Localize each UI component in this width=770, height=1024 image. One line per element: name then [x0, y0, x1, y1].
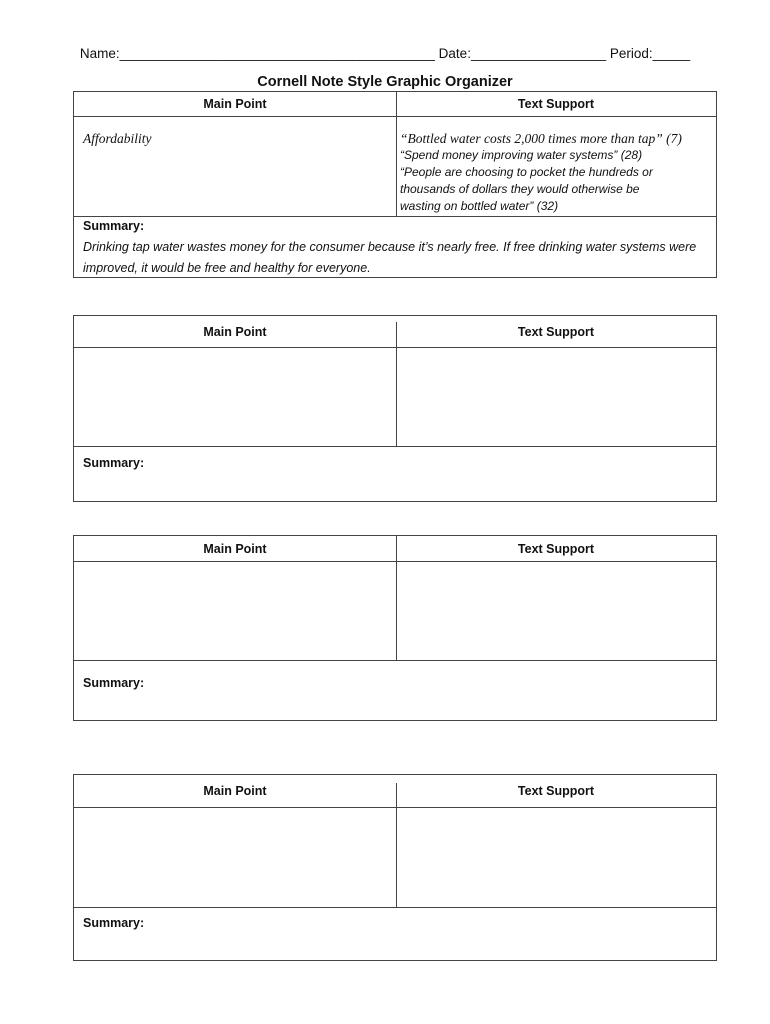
summary-label: Summary:	[83, 676, 145, 690]
summary-section[interactable]	[74, 907, 716, 960]
summary-label: Summary:	[83, 456, 145, 470]
main-point-header: Main Point	[203, 97, 267, 111]
text-support-header: Text Support	[517, 97, 595, 111]
text-support-header: Text Support	[517, 541, 595, 556]
main-point-cell[interactable]	[83, 130, 383, 148]
main-point-header: Main Point	[203, 324, 267, 339]
text-support-line: thousands of dollars they would otherwise be	[400, 182, 640, 196]
main-point-header: Main Point	[203, 784, 267, 798]
text-support-cell[interactable]	[397, 561, 716, 660]
column-divider	[396, 92, 397, 216]
text-support-header: Text Support	[517, 324, 595, 339]
main-point-text: Affordability	[83, 131, 152, 146]
text-support-line: “People are choosing to pocket the hundreds or	[400, 165, 653, 179]
main-point-cell[interactable]	[74, 347, 396, 446]
organizer-2-header	[74, 316, 716, 348]
text-support-cell[interactable]	[397, 347, 716, 446]
main-point-header: Main Point	[203, 541, 267, 556]
main-point-cell[interactable]	[74, 561, 396, 660]
text-support-cell[interactable]	[400, 130, 712, 215]
summary-label: Summary:	[83, 219, 145, 233]
text-support-line: “Spend money improving water systems” (28)	[400, 148, 643, 162]
page-title: Cornell Note Style Graphic Organizer	[257, 74, 513, 90]
main-point-cell[interactable]	[74, 807, 396, 907]
summary-section[interactable]	[74, 660, 716, 720]
summary-text: Drinking tap water wastes money for the consumer because it’s nearly free. If free drinking water systems were improved, it would be free and healthy for everyone.	[83, 240, 697, 275]
summary-label: Summary:	[83, 916, 145, 930]
organizer-4-header	[74, 775, 716, 808]
organizer-3-header	[74, 536, 716, 562]
name-date-period-line: Name:__________________________________________ Date:__________________ Period:_____	[79, 46, 691, 61]
organizer-3	[73, 535, 717, 721]
text-support-cell[interactable]	[397, 807, 716, 907]
summary-section[interactable]	[74, 446, 716, 501]
organizer-1-header	[74, 92, 716, 117]
text-support-line: wasting on bottled water” (32)	[400, 199, 559, 213]
summary-section[interactable]	[74, 216, 716, 277]
text-support-line: “Bottled water costs 2,000 times more than tap” (7)	[400, 131, 682, 146]
organizer-1	[73, 91, 717, 278]
text-support-header: Text Support	[517, 784, 595, 798]
organizer-4	[73, 774, 717, 961]
organizer-2	[73, 315, 717, 502]
